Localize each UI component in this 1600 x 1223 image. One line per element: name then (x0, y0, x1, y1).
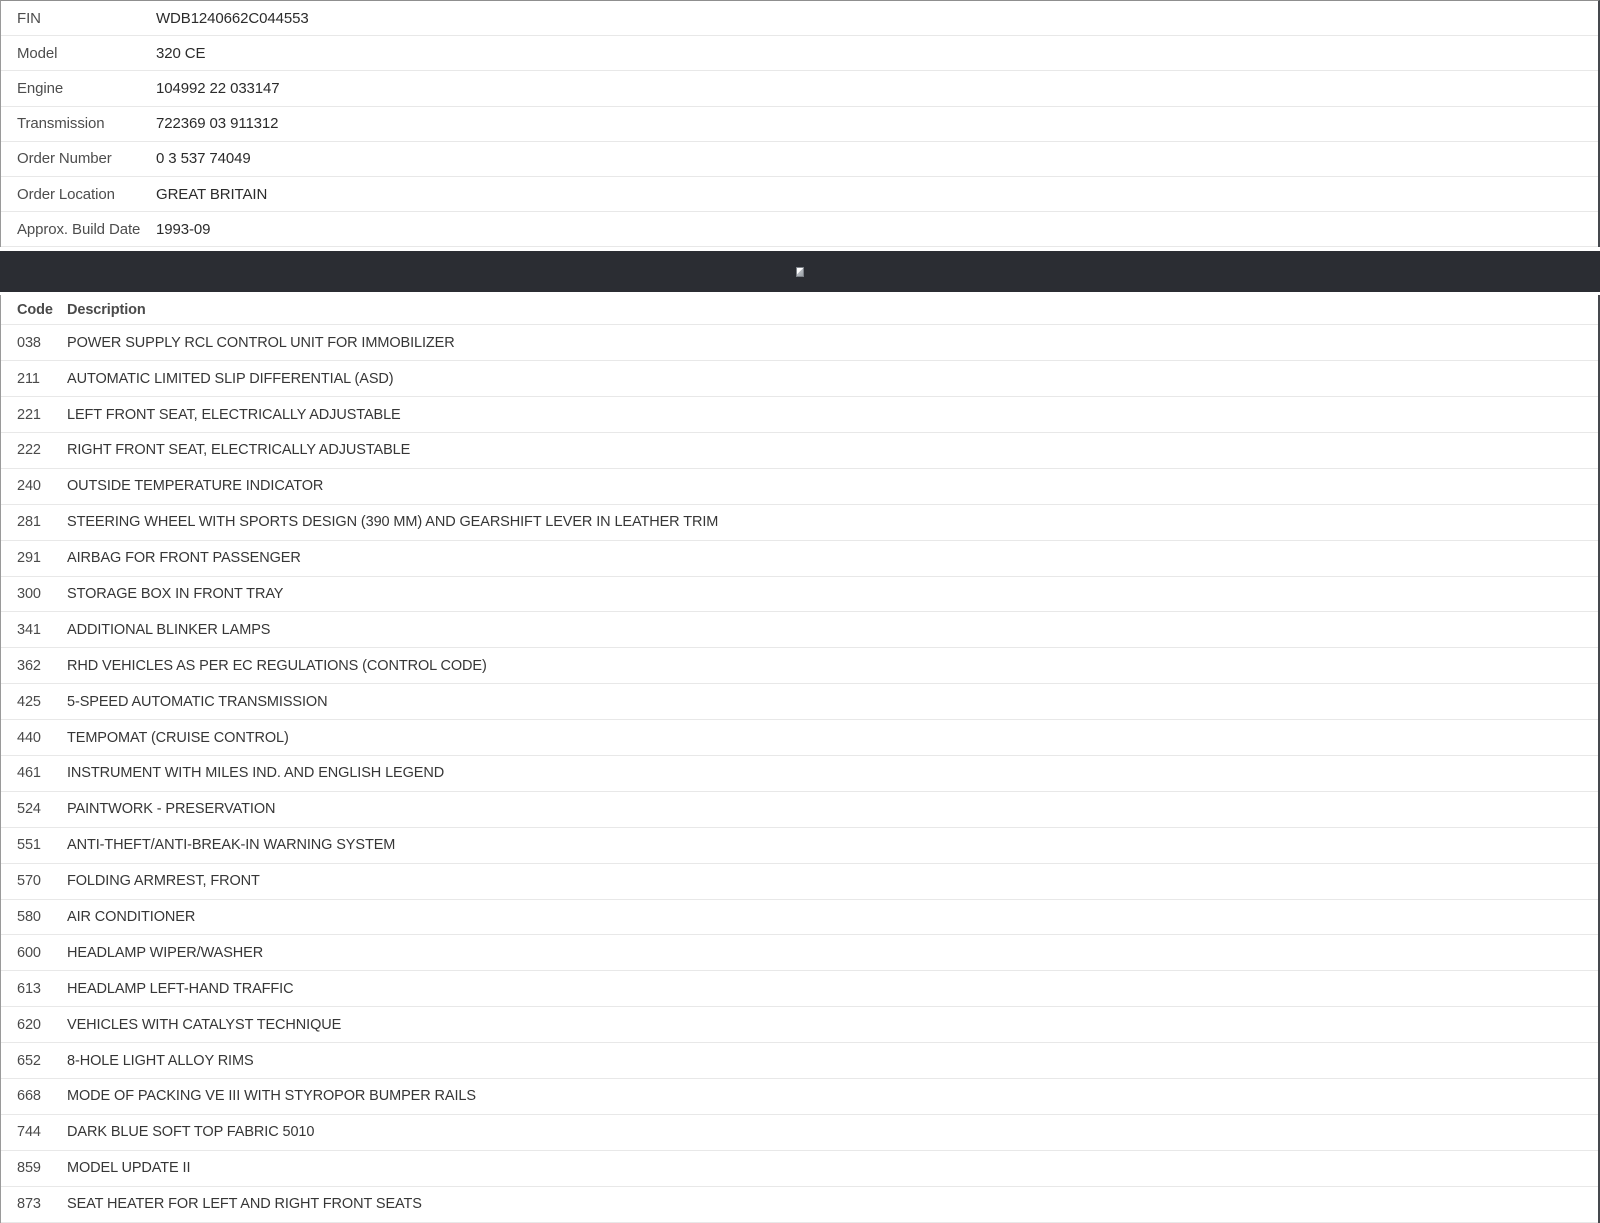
table-row (1, 361, 1598, 397)
option-code: 425 (17, 693, 41, 710)
spec-label: Order Location (17, 185, 115, 203)
option-code: 440 (17, 729, 41, 746)
option-code: 038 (17, 334, 41, 351)
description-column-header: Description (67, 301, 146, 318)
table-row (1, 864, 1598, 900)
table-row (1, 469, 1598, 505)
option-description: TEMPOMAT (CRUISE CONTROL) (67, 729, 289, 746)
option-code: 668 (17, 1088, 41, 1105)
spec-label: Engine (17, 79, 64, 97)
spec-label: FIN (17, 9, 41, 27)
option-description: PAINTWORK - PRESERVATION (67, 801, 276, 818)
table-row (1, 541, 1598, 577)
option-description: STEERING WHEEL WITH SPORTS DESIGN (390 MM) AND GEARSHIFT LEVER IN LEATHER TRIM (67, 514, 719, 531)
option-description: 8-HOLE LIGHT ALLOY RIMS (67, 1052, 254, 1069)
code-column-header: Code (17, 301, 53, 318)
spec-row (1, 212, 1598, 247)
option-description: RHD VEHICLES AS PER EC REGULATIONS (CONTROL CODE) (67, 657, 487, 674)
table-row (1, 971, 1598, 1007)
spec-row (1, 71, 1598, 106)
option-code: 281 (17, 514, 41, 531)
table-row (1, 1043, 1598, 1079)
option-code: 461 (17, 765, 41, 782)
image-banner (0, 251, 1600, 292)
option-codes-table (1, 295, 1598, 1222)
option-code: 873 (17, 1196, 41, 1213)
option-code: 580 (17, 909, 41, 925)
table-row (1, 1187, 1598, 1223)
option-description: OUTSIDE TEMPERATURE INDICATOR (67, 478, 324, 495)
option-code: 222 (17, 442, 41, 459)
option-code: 300 (17, 585, 41, 602)
table-row (1, 792, 1598, 828)
option-description: POWER SUPPLY RCL CONTROL UNIT FOR IMMOBILIZER (67, 334, 455, 351)
spec-label: Order Number (17, 150, 112, 168)
option-code: 341 (17, 621, 41, 638)
vehicle-spec-table (1, 1, 1598, 247)
option-description: RIGHT FRONT SEAT, ELECTRICALLY ADJUSTABLE (67, 442, 411, 459)
option-code: 600 (17, 944, 41, 961)
spec-value: 320 CE (156, 44, 206, 62)
table-row (1, 684, 1598, 720)
spec-row (1, 177, 1598, 212)
table-row (1, 505, 1598, 541)
table-row (1, 900, 1598, 936)
option-description: ADDITIONAL BLINKER LAMPS (67, 621, 271, 638)
table-row (1, 1151, 1598, 1187)
spec-value: GREAT BRITAIN (156, 185, 268, 203)
option-description: VEHICLES WITH CATALYST TECHNIQUE (67, 1016, 342, 1033)
table-row (1, 1007, 1598, 1043)
spec-row (1, 107, 1598, 142)
option-description: LEFT FRONT SEAT, ELECTRICALLY ADJUSTABLE (67, 406, 401, 423)
broken-image-icon (796, 267, 804, 277)
table-row (1, 1115, 1598, 1151)
option-description: STORAGE BOX IN FRONT TRAY (67, 585, 284, 602)
option-code: 551 (17, 837, 41, 854)
spec-value: 0 3 537 74049 (156, 150, 251, 168)
option-code: 362 (17, 657, 41, 674)
option-description: AIR CONDITIONER (67, 909, 196, 925)
option-description: HEADLAMP WIPER/WASHER (67, 944, 264, 961)
table-row (1, 935, 1598, 971)
spec-label: Approx. Build Date (17, 220, 141, 238)
option-code: 613 (17, 980, 41, 997)
table-row (1, 756, 1598, 792)
option-description: ANTI-THEFT/ANTI-BREAK-IN WARNING SYSTEM (67, 837, 396, 854)
option-description: INSTRUMENT WITH MILES IND. AND ENGLISH LEGEND (67, 765, 445, 782)
spec-row (1, 36, 1598, 71)
option-description: MODEL UPDATE II (67, 1160, 191, 1177)
option-code: 652 (17, 1052, 41, 1069)
option-description: SEAT HEATER FOR LEFT AND RIGHT FRONT SEATS (67, 1196, 422, 1213)
option-code: 524 (17, 801, 41, 818)
table-row (1, 720, 1598, 756)
spec-value: 1993-09 (156, 220, 211, 238)
codes-table-body (1, 325, 1598, 1222)
codes-table-header (1, 295, 1598, 325)
option-code: 859 (17, 1160, 41, 1177)
table-row (1, 325, 1598, 361)
spec-value: 722369 03 911312 (156, 115, 279, 133)
option-description: AIRBAG FOR FRONT PASSENGER (67, 550, 301, 567)
option-code: 744 (17, 1124, 41, 1141)
option-description: HEADLAMP LEFT-HAND TRAFFIC (67, 980, 294, 997)
table-row (1, 612, 1598, 648)
spec-label: Transmission (17, 115, 105, 133)
option-code: 221 (17, 406, 41, 423)
option-description: 5-SPEED AUTOMATIC TRANSMISSION (67, 693, 328, 710)
spec-row (1, 1, 1598, 36)
spec-label: Model (17, 44, 58, 62)
option-code: 570 (17, 873, 41, 890)
table-row (1, 577, 1598, 613)
table-row (1, 433, 1598, 469)
option-description: AUTOMATIC LIMITED SLIP DIFFERENTIAL (ASD) (67, 370, 394, 387)
option-code: 240 (17, 478, 41, 495)
table-row (1, 648, 1598, 684)
option-description: FOLDING ARMREST, FRONT (67, 873, 260, 890)
spec-value: WDB1240662C044553 (156, 9, 309, 27)
option-code: 211 (17, 370, 40, 387)
spec-value: 104992 22 033147 (156, 79, 280, 97)
option-description: DARK BLUE SOFT TOP FABRIC 5010 (67, 1124, 315, 1141)
option-code: 620 (17, 1016, 41, 1033)
option-description: MODE OF PACKING VE III WITH STYROPOR BUMPER RAILS (67, 1088, 476, 1105)
table-row (1, 397, 1598, 433)
table-row (1, 828, 1598, 864)
option-code: 291 (17, 550, 41, 567)
table-row (1, 1079, 1598, 1115)
spec-row (1, 142, 1598, 177)
